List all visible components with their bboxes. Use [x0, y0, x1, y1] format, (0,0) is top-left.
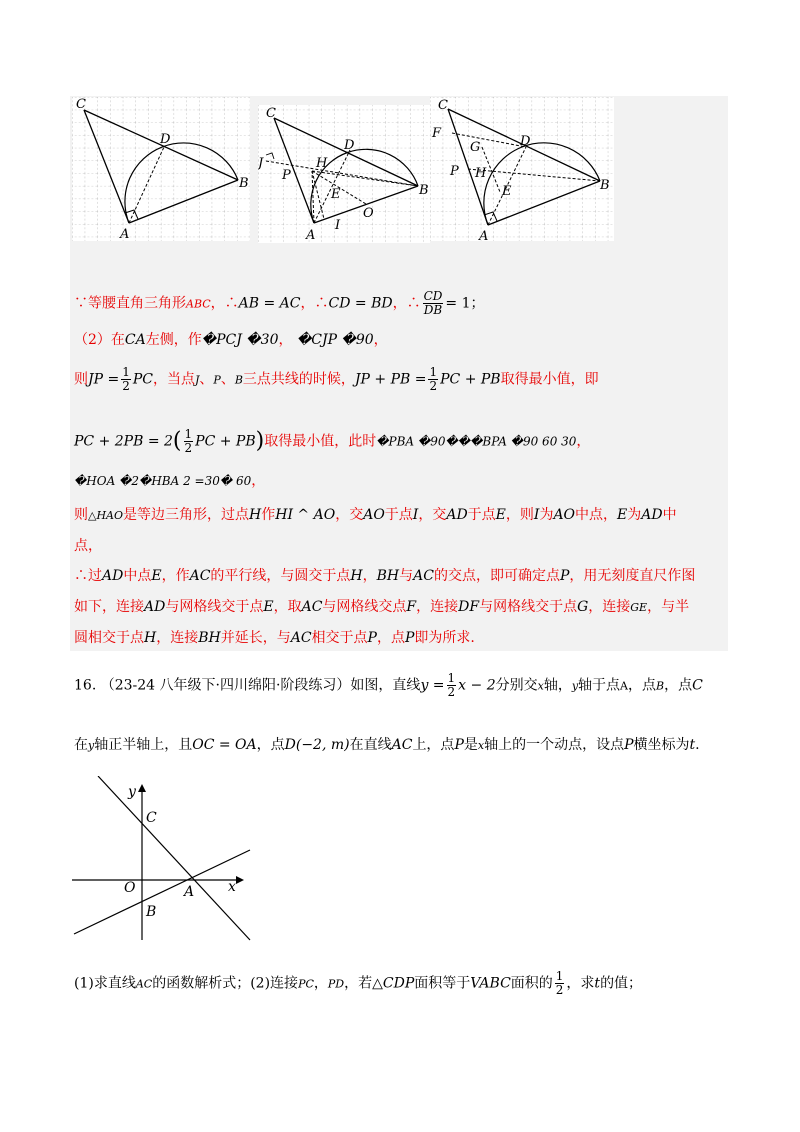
label-a: A	[479, 229, 489, 243]
solution-line-4: PC + 2PB = 2( $\frac{1}{2}$ PC + PB)取得最小值，此时�PBA �90���BPA �90 60 30，	[74, 427, 591, 455]
x-axis-arrow-icon	[236, 876, 244, 884]
label-c: C	[76, 97, 86, 112]
solution-line-3: 则JP = $\frac{1}{2}$ PC，当点J、P、B三点共线的时候，JP + PB = $\frac{1}{2}$ PC + PB取得最小值，即	[74, 365, 599, 393]
label-a: A	[120, 227, 130, 242]
solution-line-9: 如下，连接AD与网格线交于点E，取AC与网格线交点F，连接DF与网格线交于点G，连接GE，与半	[74, 599, 690, 615]
y-axis-arrow-icon	[138, 784, 146, 792]
label-j: J	[258, 156, 264, 171]
label-b: B	[600, 178, 610, 193]
solution-line-5: �HOA �2�HBA 2 =30� 60，	[74, 473, 266, 489]
label-g: G	[470, 140, 481, 155]
label-o: O	[363, 206, 374, 221]
label-b: B	[239, 176, 249, 191]
label-f: F	[432, 126, 442, 141]
label-x: x	[228, 879, 236, 895]
label-c: C	[438, 98, 448, 113]
solution-line-8: ∴过AD中点E，作AC的平行线，与圆交于点H，BH与AC的交点，即可确定点P，用无刻度直尺作图	[74, 568, 696, 584]
label-c: C	[146, 810, 157, 826]
solution-line-1: ∵等腰直角三角形ABC，∴AB = AC，∴CD = BD，∴ $\frac{CD}{DB}$ = 1；	[74, 289, 485, 317]
label-o: O	[124, 880, 136, 896]
label-h: H	[475, 166, 487, 181]
label-a: A	[184, 884, 195, 900]
label-d: D	[344, 138, 355, 153]
label-b: B	[419, 183, 429, 198]
label-i: I	[335, 218, 341, 233]
solution-line-2: （2）在CA左侧，作�PCJ �30， �CJP �90，	[74, 332, 388, 348]
line-ab	[74, 850, 250, 934]
label-a: A	[306, 228, 316, 243]
label-b: B	[146, 904, 157, 920]
solution-line-7: 点，	[74, 538, 102, 554]
figure-1	[72, 97, 254, 243]
label-d: D	[520, 134, 531, 149]
line-ac	[98, 776, 250, 940]
label-c: C	[266, 106, 276, 121]
solution-line-6: 则△HAO是等边三角形，过点H作HI ^ AO，交AO于点I，交AD于点E，则I为AO中点，E为AD中	[74, 507, 677, 523]
label-e: E	[502, 184, 512, 199]
figure-3	[430, 97, 618, 243]
figure-2	[258, 97, 434, 243]
solution-line-10: 圆相交于点H，连接BH并延长，与AC相交于点P，点P即为所求.	[74, 630, 475, 646]
label-p: P	[450, 164, 459, 179]
question-line-1: 16. （23-24 八年级下·四川绵阳·阶段练习）如图，直线y = $\frac{1}{2}$ x − 2分别交x轴，y轴于点A，点B，点C	[74, 671, 703, 699]
coordinate-graph	[72, 776, 258, 944]
label-h: H	[316, 156, 328, 171]
label-y: y	[128, 784, 136, 800]
label-p: P	[282, 168, 291, 183]
question-line-2: 在y轴正半轴上，且OC = OA，点D(−2, m)在直线AC上，点P是x轴上的一个动点，设点P横坐标为t.	[74, 737, 700, 753]
label-e: E	[331, 187, 341, 202]
label-d: D	[160, 132, 171, 147]
question-line-3: (1)求直线AC的函数解析式；(2)连接PC，PD，若△CDP面积等于VABC面积的 $\frac{1}{2}$ ，求t的值；	[74, 969, 643, 997]
